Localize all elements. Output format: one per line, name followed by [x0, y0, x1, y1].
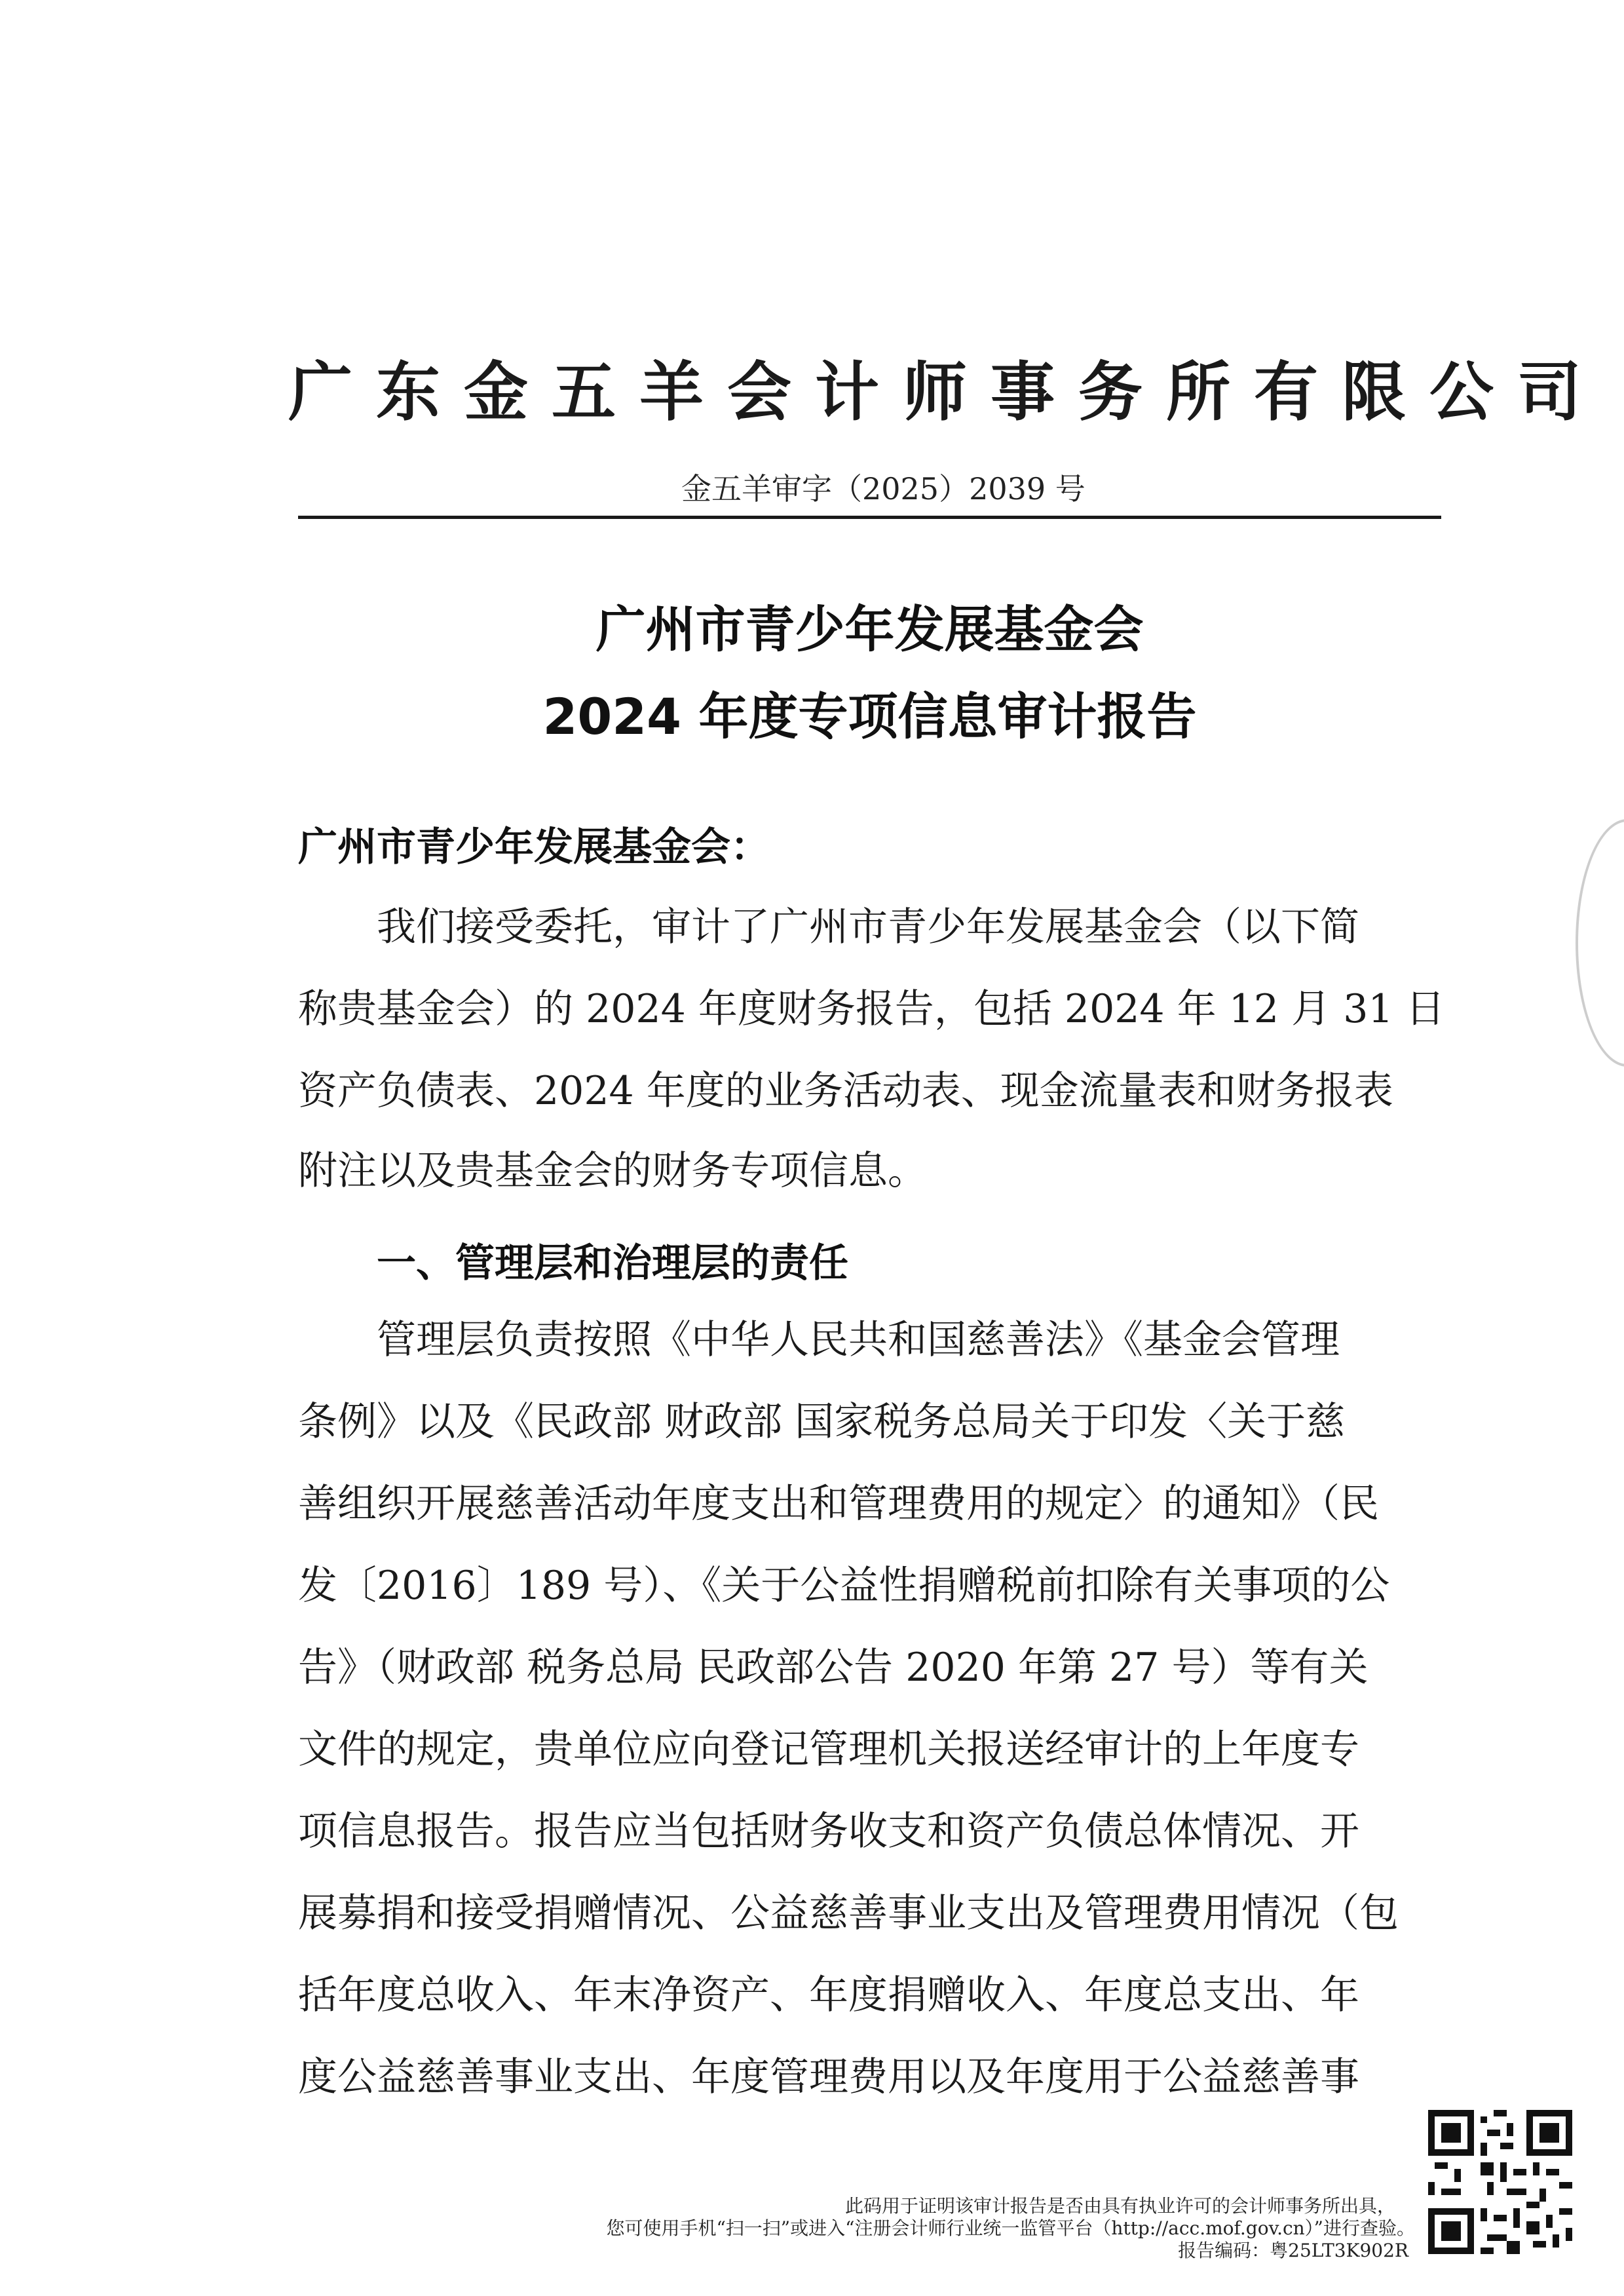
header-divider [298, 516, 1441, 519]
body-line: 括年度总收入、年末净资产、年度捐赠收入、年度总支出、年 [298, 1972, 1359, 2018]
body-line: 管理层负责按照《中华人民共和国慈善法》《基金会管理 [377, 1317, 1340, 1363]
intro-line: 我们接受委托，审计了广州市青少年发展基金会（以下简 [377, 904, 1359, 950]
body-line: 项信息报告。报告应当包括财务收支和资产负债总体情况、开 [298, 1808, 1359, 1854]
body-line: 发〔2016〕189 号）、《关于公益性捐赠税前扣除有关事项的公 [298, 1563, 1390, 1609]
body-line: 条例》以及《民政部 财政部 国家税务总局关于印发〈关于慈 [298, 1399, 1346, 1445]
addressee: 广州市青少年发展基金会： [298, 824, 770, 870]
body-line: 告》（财政部 税务总局 民政部公告 2020 年第 27 号）等有关 [298, 1645, 1369, 1691]
verification-qr-code-icon[interactable] [1428, 2110, 1572, 2254]
reference-number: 金五羊审字（2025）2039 号 [681, 471, 1086, 507]
report-title-line-1: 广州市青少年发展基金会 [595, 600, 1144, 659]
intro-line: 称贵基金会）的 2024 年度财务报告，包括 2024 年 12 月 31 日 [298, 986, 1445, 1032]
body-line: 善组织开展慈善活动年度支出和管理费用的规定〉的通知》（民 [298, 1481, 1379, 1527]
footer-line-1: 此码用于证明该审计报告是否由具有执业许可的会计师事务所出具， [844, 2195, 1395, 2217]
seal-stamp [1576, 819, 1624, 1067]
body-line: 度公益慈善事业支出、年度管理费用以及年度用于公益慈善事 [298, 2054, 1359, 2100]
section-heading: 一、管理层和治理层的责任 [377, 1240, 848, 1286]
intro-line: 资产负债表、2024 年度的业务活动表、现金流量表和财务报表 [298, 1068, 1393, 1114]
verification-footer [511, 2195, 1415, 2262]
body-line: 展募捐和接受捐赠情况、公益慈善事业支出及管理费用情况（包 [298, 1890, 1399, 1936]
firm-name: 广东金五羊会计师事务所有限公司 [288, 354, 1606, 430]
body-line: 文件的规定，贵单位应向登记管理机关报送经审计的上年度专 [298, 1727, 1359, 1772]
intro-line: 附注以及贵基金会的财务专项信息。 [298, 1148, 927, 1194]
report-title-line-2: 2024 年度专项信息审计报告 [542, 687, 1197, 746]
report-code: 报告编码：粤25LT3K902R [1178, 2240, 1408, 2261]
footer-line-2: 您可使用手机“扫一扫”或进入“注册会计师行业统一监管平台（http://acc.mof.gov.cn）”进行查验。 [606, 2217, 1415, 2239]
